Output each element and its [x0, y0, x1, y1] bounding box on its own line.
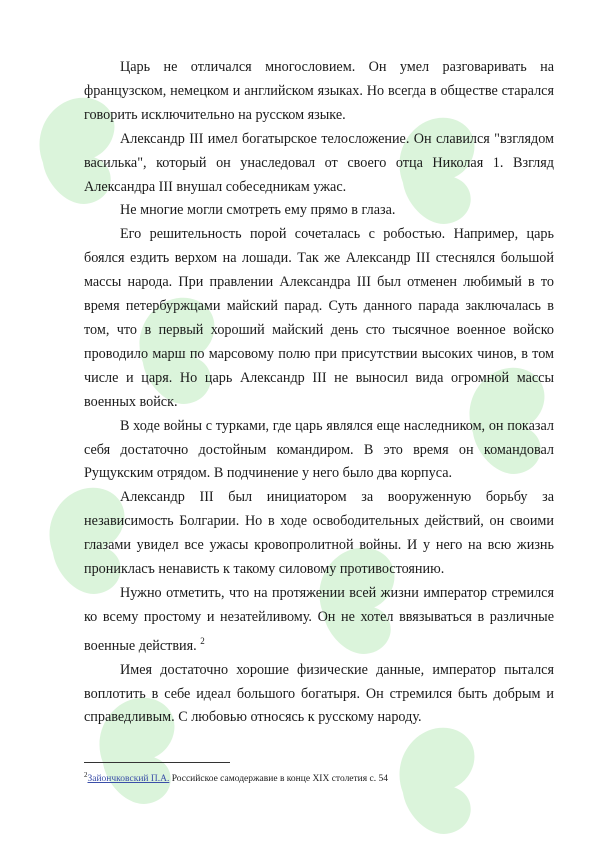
paragraph: В ходе войны с турками, где царь являлся еще наследником, он показал себя достаточно достойным командиром. В это время он командовал Рущукским отрядом. В подчинение у него было два корпуса.	[84, 417, 554, 482]
footnote-reference[interactable]: 2	[200, 635, 205, 646]
paragraph: Александр III имел богатырское телосложение. Он славился "взглядом василька", который он унаследовал от своего отца Николая 1. Взгляд Александра III внушал собеседникам ужас.	[84, 130, 554, 195]
paragraph: Александр III был инициатором за вооруженную борьбу за независимость Болгарии. Но в ходе освободительных действий, он своими глазами увидел все ужасы кровопролитной войны. И у него на всю жизнь проникласъ ненависть к такому силовому противостоянию.	[84, 489, 554, 578]
footnote	[84, 768, 554, 786]
document-body	[84, 56, 554, 730]
paragraph: Царь не отличался многословием. Он умел разговаривать на французском, немецком и английском языках. Но всегда в обществе старался говорить исключительно на русском языке.	[84, 59, 554, 123]
paragraph-text: Нужно отметить, что на протяжении всей жизни император стремился ко всему простому и незатейливому. Он не хотел ввязываться в различные военные действия.	[84, 584, 554, 654]
paragraph: Имея достаточно хорошие физические данные, император пытался воплотить в себе идеал большого богатыря. Он стремился быть добрым и справедливым. С любовью относясь к русскому народу.	[84, 661, 554, 726]
footnote-number: 2	[84, 771, 88, 779]
paragraph-with-footnote	[84, 582, 554, 659]
footnote-author-link[interactable]: Зайончковский П.А.	[87, 774, 170, 784]
footnote-separator	[84, 762, 230, 763]
paragraph: Его решительность порой сочеталась с робостью. Например, царь боялся ездить верхом на лошади. Так же Александр III стеснялся большой массы народа. При правлении Александра III был отменен любимый в то время петербуржцами майский парад. Суть данного парада заключалась в том, что в первый хороший майский день сто тысячное военное войско проводило марш по марсовому полю при присутствии высоких чинов, в том числе и царя. Но царь Александр III не выносил вида огромной массы военных войск.	[84, 226, 554, 410]
paragraph: Не многие могли смотреть ему прямо в глаза.	[120, 202, 396, 219]
footnote-text: Российское самодержавие в конце XIX столетия с. 54	[169, 774, 388, 784]
